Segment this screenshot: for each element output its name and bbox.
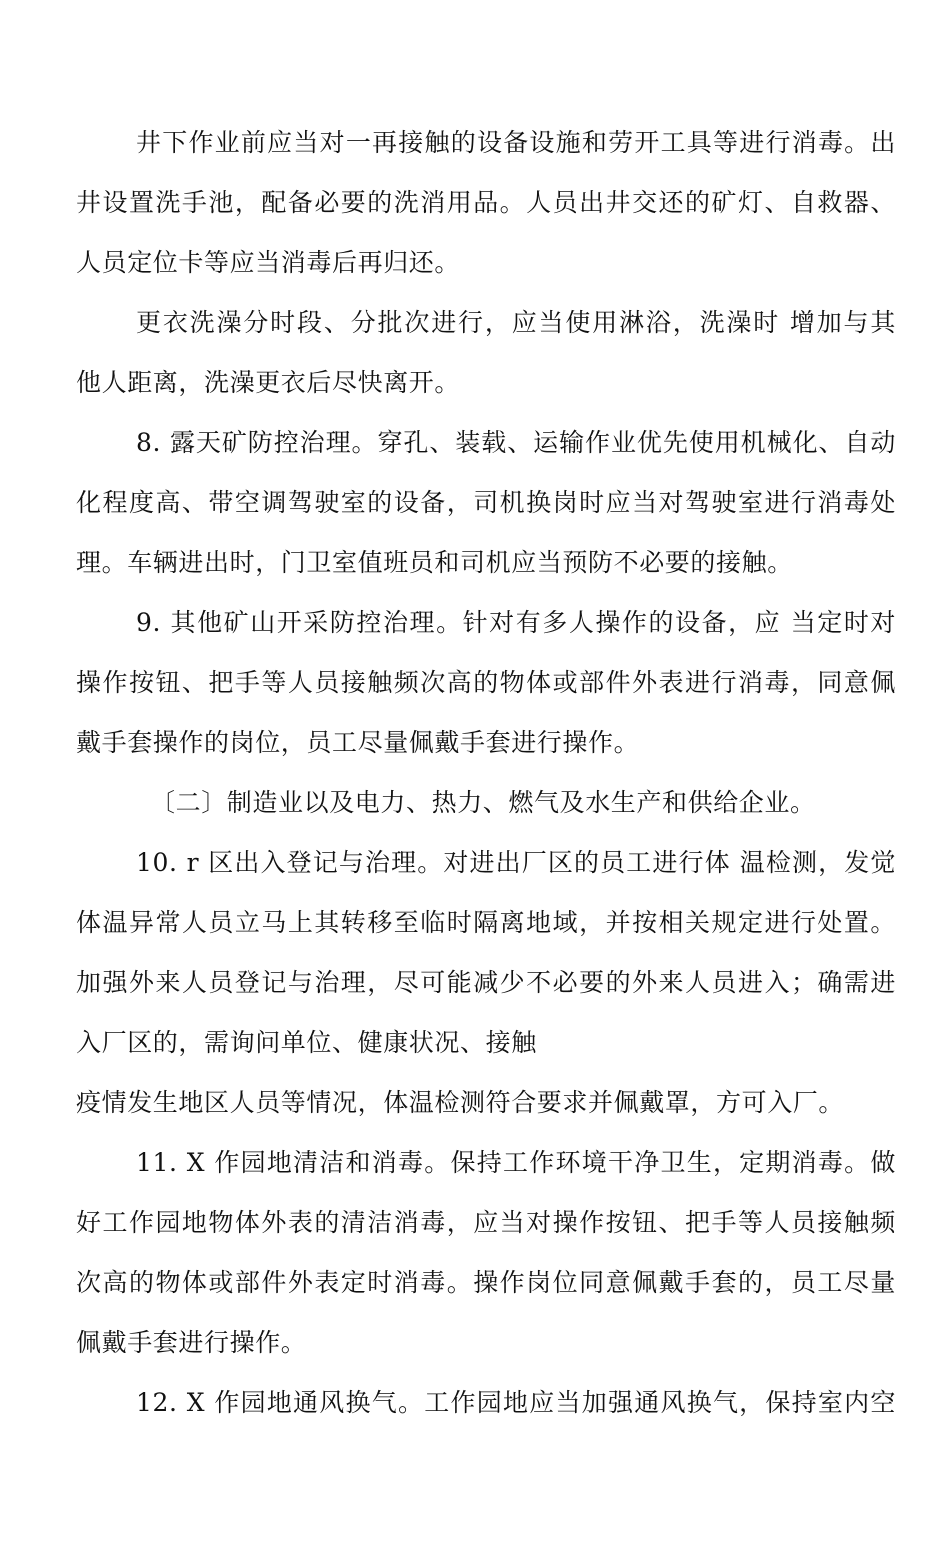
- paragraph-line: 9. 其他矿山开采防控治理。针对有多人操作的设备，应 当定时对: [136, 608, 896, 637]
- paragraph-line: 次高的物体或部件外表定时消毒。操作岗位同意佩戴手套的，员工尽量: [76, 1268, 896, 1297]
- paragraph-line: 井下作业前应当对一再接触的设备设施和劳开工具等进行消毒。出: [136, 128, 896, 157]
- paragraph-line: 他人距离，洗澡更衣后尽快离开。: [76, 368, 461, 397]
- paragraph-line: 井设置洗手池，配备必要的洗消用品。人员出井交还的矿灯、自救器、: [76, 188, 896, 217]
- paragraph-line: 疫情发生地区人员等情况，体温检测符合要求并佩戴罩，方可入厂。: [76, 1088, 845, 1117]
- paragraph-line: 戴手套操作的岗位，员工尽量佩戴手套进行操作。: [76, 728, 640, 757]
- paragraph-line: 好工作园地物体外表的清洁消毒，应当对操作按钮、把手等人员接触频: [76, 1208, 896, 1237]
- paragraph-line: 理。车辆进出时，门卫室值班员和司机应当预防不必要的接触。: [76, 548, 793, 577]
- paragraph-line: 体温异常人员立马上其转移至临时隔离地域，并按相关规定进行处置。: [76, 908, 896, 937]
- paragraph-line: 8. 露天矿防控治理。穿孔、装载、运输作业优先使用机械化、自动: [136, 428, 896, 457]
- paragraph-line: 化程度高、带空调驾驶室的设备，司机换岗时应当对驾驶室进行消毒处: [76, 488, 896, 517]
- paragraph-line: 佩戴手套进行操作。: [76, 1328, 307, 1357]
- paragraph-line: 12. X 作园地通风换气。工作园地应当加强通风换气，保持室内空: [136, 1388, 896, 1417]
- paragraph-line: 加强外来人员登记与治理，尽可能减少不必要的外来人员进入；确需进: [76, 968, 896, 997]
- paragraph-line: 操作按钮、把手等人员接触频次高的物体或部件外表进行消毒，同意佩: [76, 668, 896, 697]
- paragraph-line: 11. X 作园地清洁和消毒。保持工作环境干净卫生，定期消毒。做: [136, 1148, 896, 1177]
- section-heading: 〔二〕制造业以及电力、热力、燃气及水生产和供给企业。: [150, 788, 816, 817]
- paragraph-line: 入厂区的，需询问单位、健康状况、接触: [76, 1028, 537, 1057]
- paragraph-line: 更衣洗澡分时段、分批次进行，应当使用淋浴，洗澡时 增加与其: [136, 308, 896, 337]
- paragraph-line: 10. r 区出入登记与治理。对进出厂区的员工进行体 温检测，发觉: [136, 848, 896, 877]
- paragraph-line: 人员定位卡等应当消毒后再归还。: [76, 248, 461, 277]
